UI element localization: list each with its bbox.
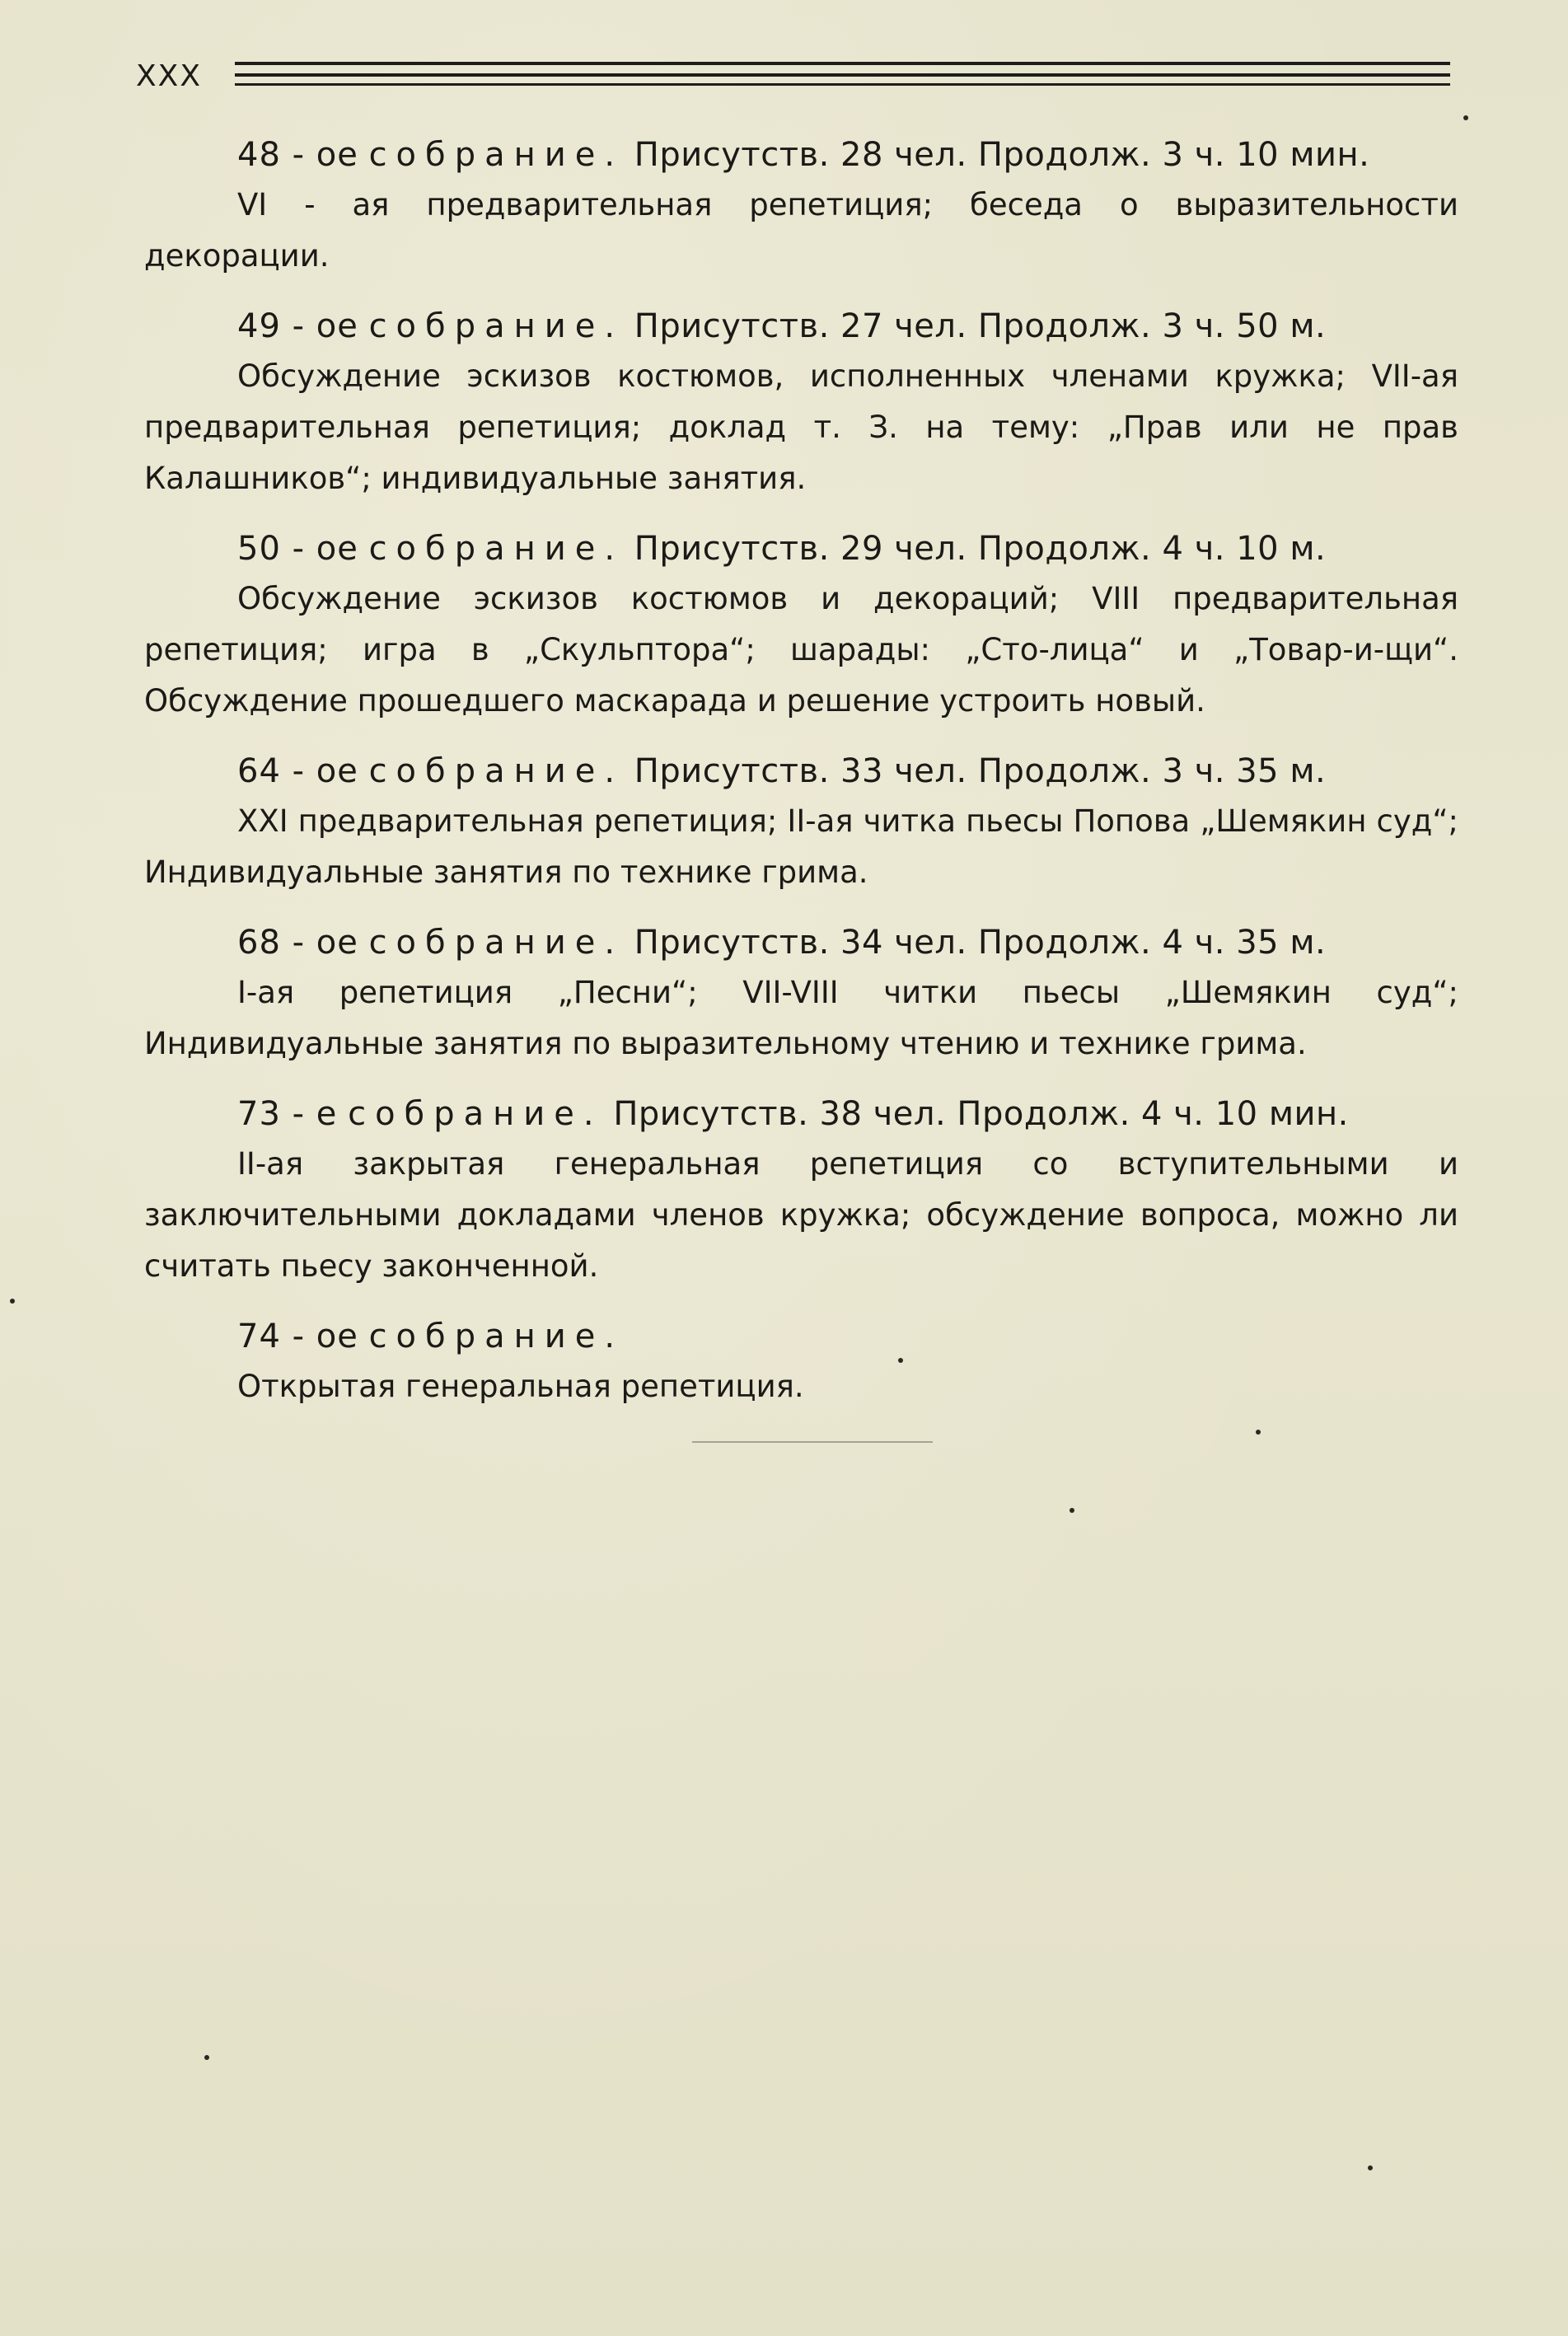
- meeting-stats: Присутств. 33 чел. Продолж. 3 ч. 35 м.: [634, 752, 1327, 790]
- section-divider: [692, 1441, 933, 1443]
- ink-speck: [10, 1299, 15, 1304]
- meeting-description: Обсуждение эскизов костюмов, исполненных членами кружка; VII-ая предварительная репетиция; доклад т. З. на тему: „Прав или не прав Калашников“; индивидуальные занятия.: [144, 358, 1458, 496]
- meeting-description: II-ая закрытая генеральная репетиция со вступительными и заключительными докладами членов кружка; обсуждение вопроса, можно ли считать пьесу законченной.: [144, 1146, 1458, 1284]
- meeting-number: 73 - е: [237, 1095, 338, 1133]
- ink-speck: [1368, 2165, 1373, 2170]
- entry-heading: [144, 1312, 1458, 1361]
- meeting-entry: [144, 1312, 1458, 1412]
- meeting-word: собрание.: [368, 307, 625, 345]
- meeting-number: 49 - ое: [237, 307, 358, 345]
- ink-speck: [1463, 115, 1468, 120]
- meeting-log: [144, 130, 1458, 1432]
- entry-heading: [144, 1089, 1458, 1139]
- meeting-stats: Присутств. 27 чел. Продолж. 3 ч. 50 м.: [634, 307, 1327, 345]
- meeting-entry: [144, 1089, 1458, 1292]
- ink-speck: [1070, 1508, 1074, 1513]
- ink-speck: [204, 2055, 209, 2060]
- meeting-stats: Присутств. 28 чел. Продолж. 3 ч. 10 мин.: [634, 136, 1370, 174]
- meeting-word: собрание.: [348, 1095, 603, 1133]
- meeting-word: собрание.: [368, 530, 625, 568]
- entry-heading: [144, 918, 1458, 967]
- meeting-entry: [144, 524, 1458, 727]
- meeting-number: 50 - ое: [237, 530, 358, 568]
- entry-heading: [144, 747, 1458, 796]
- meeting-word: собрание.: [368, 1318, 625, 1355]
- meeting-number: 68 - ое: [237, 924, 358, 962]
- meeting-description: I-ая репетиция „Песни“; VII-VIII читки пьесы „Шемякин суд“; Индивидуальные занятия по выразительному чтению и технике грима.: [144, 975, 1458, 1061]
- header-rule: [235, 73, 1450, 77]
- meeting-description: XXI предварительная репетиция; II-ая читка пьесы Попова „Шемякин суд“; Индивидуальные занятия по технике грима.: [144, 803, 1458, 890]
- page-header: [136, 56, 1450, 97]
- meeting-entry: [144, 302, 1458, 504]
- meeting-description: VI - ая предварительная репетиция; беседа о выразительности декорации.: [144, 187, 1458, 274]
- meeting-word: собрание.: [368, 924, 625, 962]
- meeting-description: Открытая генеральная репетиция.: [237, 1369, 804, 1404]
- entry-heading: [144, 130, 1458, 180]
- meeting-stats: Присутств. 38 чел. Продолж. 4 ч. 10 мин.: [613, 1095, 1349, 1133]
- header-rule: [235, 83, 1450, 86]
- meeting-entry: [144, 130, 1458, 282]
- meeting-number: 64 - ое: [237, 752, 358, 790]
- ink-speck: [898, 1358, 903, 1363]
- ink-speck: [1256, 1430, 1261, 1435]
- meeting-number: 74 - ое: [237, 1318, 358, 1355]
- meeting-word: собрание.: [368, 752, 625, 790]
- entry-heading: [144, 524, 1458, 573]
- header-rule: [235, 62, 1450, 65]
- entry-heading: [144, 302, 1458, 351]
- meeting-word: собрание.: [368, 136, 625, 174]
- meeting-entry: [144, 918, 1458, 1070]
- meeting-entry: [144, 747, 1458, 898]
- meeting-number: 48 - ое: [237, 136, 358, 174]
- meeting-description: Обсуждение эскизов костюмов и декораций; VIII предварительная репетиция; игра в „Скульптора“; шарады: „Сто-лица“ и „Товар-и-щи“. Обсуждение прошедшего маскарада и решение устроить новый.: [144, 581, 1458, 719]
- meeting-stats: Присутств. 34 чел. Продолж. 4 ч. 35 м.: [634, 924, 1327, 962]
- meeting-stats: Присутств. 29 чел. Продолж. 4 ч. 10 м.: [634, 530, 1327, 568]
- page-number: XXX: [136, 59, 202, 93]
